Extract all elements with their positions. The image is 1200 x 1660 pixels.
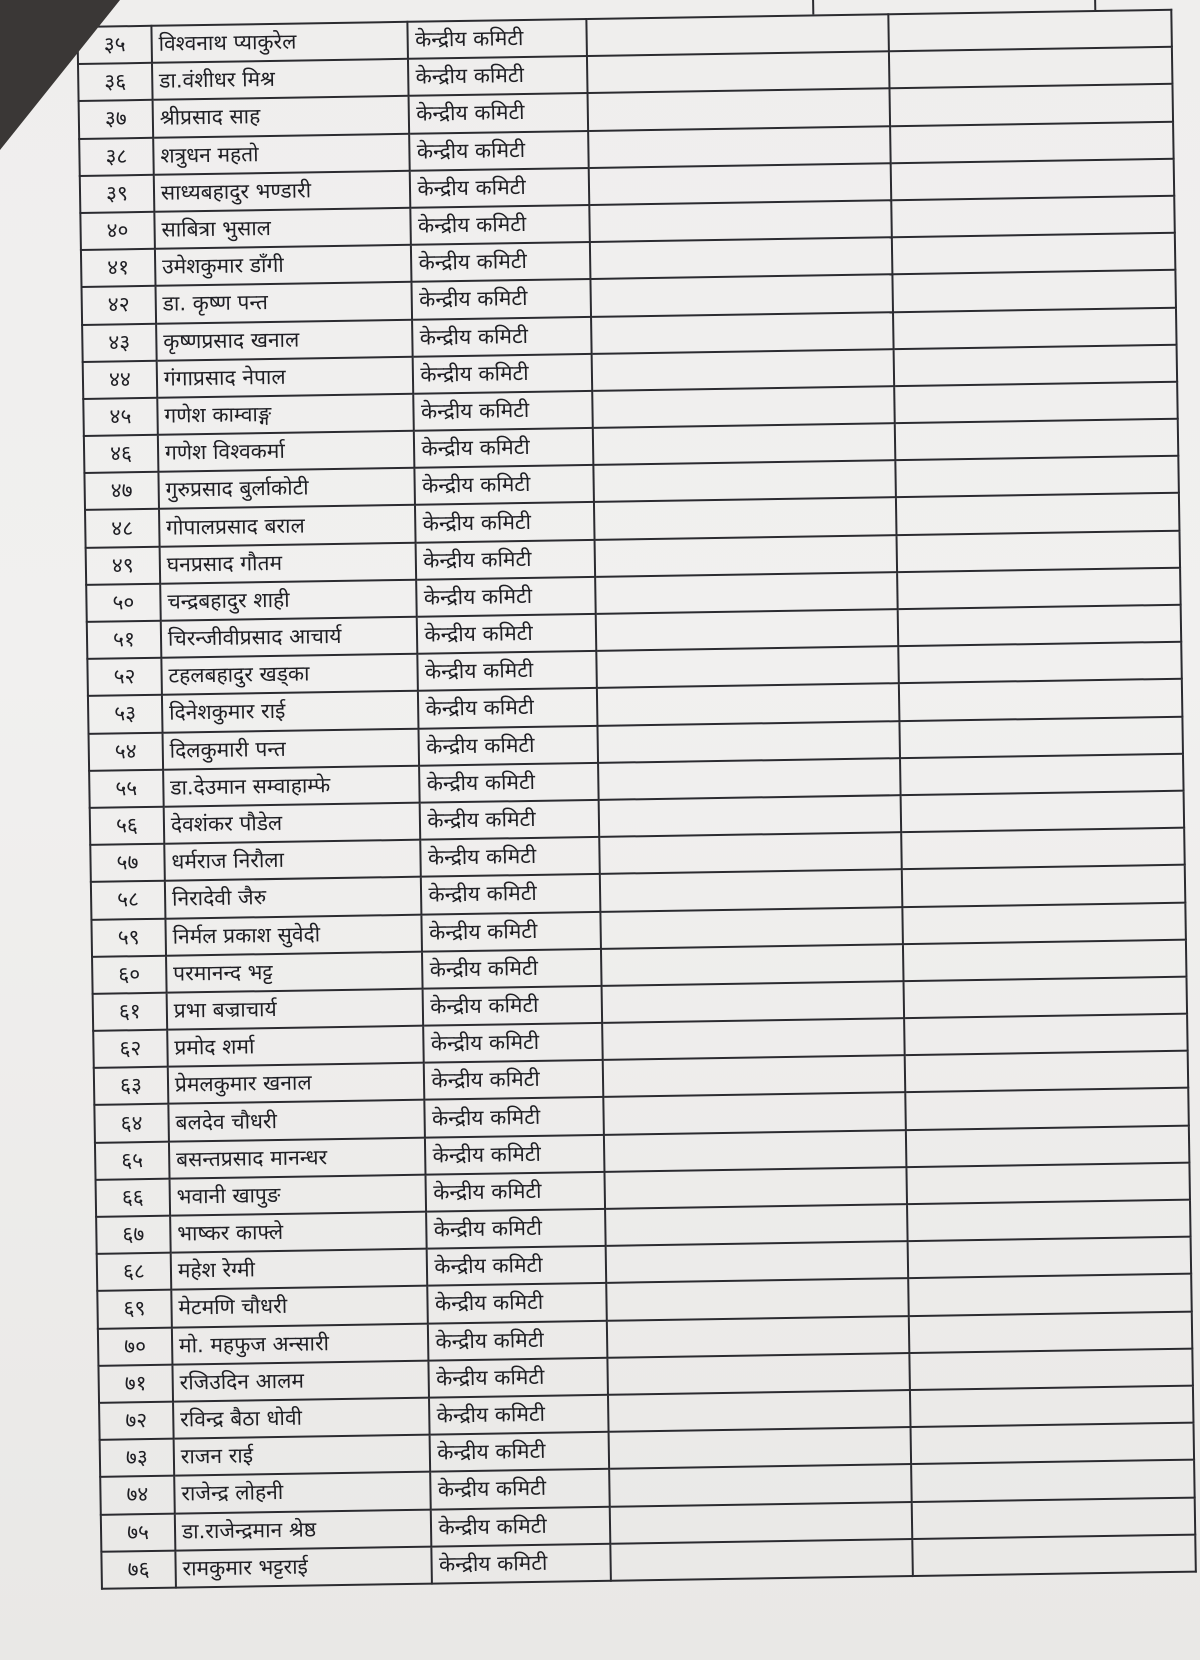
member-name-cell: दिनेशकुमार राई — [162, 691, 419, 732]
member-name-cell: साध्यबहादुर भण्डारी — [154, 171, 411, 212]
blank-cell — [902, 902, 1186, 944]
blank-cell — [606, 1278, 908, 1320]
member-name-cell: टहलबहादुर खड्का — [161, 654, 418, 695]
blank-cell — [609, 1427, 911, 1469]
blank-cell — [602, 1018, 904, 1060]
position-cell: केन्द्रीय कमिटी — [427, 1209, 606, 1249]
position-cell: केन्द्रीय कमिटी — [415, 465, 594, 505]
position-cell: केन्द्रीय कमिटी — [429, 1395, 608, 1435]
serial-number-cell: ४५ — [83, 398, 157, 436]
blank-cell — [587, 51, 889, 93]
position-cell: केन्द्रीय कमिटी — [414, 391, 593, 431]
serial-number-cell: ६१ — [93, 993, 167, 1031]
position-cell: केन्द्रीय कमिटी — [420, 763, 599, 803]
blank-cell — [591, 312, 893, 354]
member-name-cell: रामकुमार भट्टराई — [175, 1546, 432, 1587]
serial-number-cell: ७६ — [101, 1550, 175, 1588]
position-cell: केन्द्रीय कमिटी — [418, 651, 597, 691]
position-cell: केन्द्रीय कमिटी — [418, 688, 597, 728]
position-cell: केन्द्रीय कमिटी — [424, 1023, 603, 1063]
serial-number-cell: ५३ — [88, 695, 162, 733]
serial-number-cell: ६४ — [94, 1104, 168, 1142]
blank-cell — [603, 1093, 905, 1135]
member-name-cell: विश्वनाथ प्याकुरेल — [151, 22, 408, 63]
position-cell: केन्द्रीय कमिटी — [419, 725, 598, 765]
blank-cell — [908, 1274, 1192, 1316]
member-name-cell: घनप्रसाद गौतम — [159, 542, 416, 583]
blank-cell — [609, 1464, 911, 1506]
serial-number-cell: ६२ — [93, 1030, 167, 1068]
member-name-cell: मेटमणि चौधरी — [171, 1286, 428, 1327]
blank-cell — [598, 758, 900, 800]
position-cell: केन्द्रीय कमिटी — [421, 837, 600, 877]
serial-number-cell: ४९ — [86, 546, 160, 584]
member-name-cell: भाष्कर काफ्ले — [170, 1212, 427, 1253]
member-name-cell: बलदेव चौधरी — [168, 1100, 425, 1141]
blank-cell — [897, 568, 1181, 610]
blank-cell — [610, 1539, 912, 1581]
serial-number-cell: ४० — [80, 212, 154, 250]
position-cell: केन्द्रीय कमिटी — [429, 1358, 608, 1398]
position-cell: केन्द्रीय कमिटी — [408, 56, 587, 96]
blank-cell — [897, 605, 1181, 647]
position-cell: केन्द्रीय कमिटी — [417, 577, 596, 617]
member-name-cell: गंगाप्रसाद नेपाल — [157, 356, 414, 397]
member-table-body — [77, 10, 1195, 1589]
position-cell: केन्द्रीय कमिटी — [430, 1432, 609, 1472]
blank-cell — [592, 386, 894, 428]
blank-cell — [601, 944, 903, 986]
blank-cell — [593, 423, 895, 465]
serial-number-cell: ३७ — [79, 100, 153, 138]
blank-cell — [593, 460, 895, 502]
blank-cell — [904, 1051, 1188, 1093]
position-cell: केन्द्रीय कमिटी — [411, 242, 590, 282]
serial-number-cell: ४२ — [82, 286, 156, 324]
serial-number-cell: ६९ — [97, 1290, 171, 1328]
serial-number-cell: ५७ — [90, 844, 164, 882]
position-cell: केन्द्रीय कमिटी — [431, 1506, 610, 1546]
blank-cell — [894, 419, 1178, 461]
serial-number-cell: ६५ — [95, 1141, 169, 1179]
blank-cell — [888, 10, 1172, 52]
position-cell: केन्द्रीय कमिटी — [432, 1543, 611, 1583]
member-name-cell: प्रमोद शर्मा — [167, 1026, 424, 1067]
position-cell: केन्द्रीय कमिटी — [426, 1172, 605, 1212]
member-name-cell: डा.वंशीधर मिश्र — [152, 59, 409, 100]
serial-number-cell: ६८ — [97, 1253, 171, 1291]
member-name-cell: प्रभा बज्राचार्य — [166, 989, 423, 1030]
position-cell: केन्द्रीय कमिटी — [422, 911, 601, 951]
member-name-cell: रजिउदिन आलम — [172, 1360, 429, 1401]
blank-cell — [906, 1125, 1190, 1167]
serial-number-cell: ३५ — [77, 26, 151, 64]
position-cell: केन्द्रीय कमिटी — [416, 540, 595, 580]
blank-cell — [588, 89, 890, 131]
position-cell: केन्द्रीय कमिटी — [413, 316, 592, 356]
member-name-cell: गणेश काम्वाङ्ग — [157, 394, 414, 435]
position-cell: केन्द्रीय कमिटी — [411, 205, 590, 245]
serial-number-cell: ३९ — [80, 175, 154, 213]
blank-cell — [610, 1502, 912, 1544]
position-cell: केन्द्रीय कमिटी — [423, 986, 602, 1026]
blank-cell — [912, 1534, 1196, 1576]
blank-cell — [895, 456, 1179, 498]
blank-cell — [894, 382, 1178, 424]
member-name-cell: निर्मल प्रकाश सुवेदी — [165, 914, 422, 955]
serial-number-cell: ६० — [92, 955, 166, 993]
blank-cell — [903, 939, 1187, 981]
serial-number-cell: ६६ — [96, 1178, 170, 1216]
blank-cell — [603, 1055, 905, 1097]
blank-cell — [589, 163, 891, 205]
blank-cell — [608, 1390, 910, 1432]
position-cell: केन्द्रीय कमिटी — [425, 1134, 604, 1174]
position-cell: केन्द्रीय कमिटी — [428, 1283, 607, 1323]
member-name-cell: शत्रुधन महतो — [153, 133, 410, 174]
serial-number-cell: ४८ — [85, 509, 159, 547]
position-cell: केन्द्रीय कमिटी — [414, 428, 593, 468]
blank-cell — [891, 196, 1175, 238]
serial-number-cell: ७१ — [98, 1364, 172, 1402]
blank-cell — [896, 493, 1180, 535]
position-cell: केन्द्रीय कमिटी — [409, 93, 588, 133]
blank-cell — [896, 530, 1180, 572]
blank-cell — [592, 349, 894, 391]
blank-cell — [597, 721, 899, 763]
member-name-cell: गोपालप्रसाद बराल — [159, 505, 416, 546]
member-name-cell: कृष्णप्रसाद खनाल — [156, 319, 413, 360]
blank-cell — [890, 159, 1174, 201]
blank-cell — [606, 1241, 908, 1283]
member-name-cell: मो. महफुज अन्सारी — [172, 1323, 429, 1364]
position-cell: केन्द्रीय कमिटी — [424, 1060, 603, 1100]
member-name-cell: धर्मराज निरौला — [164, 840, 421, 881]
blank-cell — [907, 1200, 1191, 1242]
position-cell: केन्द्रीय कमिटी — [422, 949, 601, 989]
blank-cell — [890, 121, 1174, 163]
position-cell: केन्द्रीय कमिटी — [431, 1469, 610, 1509]
member-name-cell: देवशंकर पौडेल — [164, 803, 421, 844]
member-name-cell: गुरुप्रसाद बुर्लाकोटी — [158, 468, 415, 509]
member-table — [76, 9, 1196, 1590]
serial-number-cell: ५१ — [87, 621, 161, 659]
blank-cell — [597, 684, 899, 726]
serial-number-cell: ५० — [86, 584, 160, 622]
blank-cell — [892, 233, 1176, 275]
serial-number-cell: ४१ — [81, 249, 155, 287]
member-name-cell: साबित्रा भुसाल — [154, 208, 411, 249]
serial-number-cell: ५९ — [91, 918, 165, 956]
blank-cell — [590, 275, 892, 317]
serial-number-cell: ५२ — [87, 658, 161, 696]
serial-number-cell: ४३ — [82, 323, 156, 361]
member-name-cell: गणेश विश्वकर्मा — [158, 431, 415, 472]
blank-cell — [599, 832, 901, 874]
serial-number-cell: ७४ — [100, 1476, 174, 1514]
position-cell: केन्द्रीय कमिटी — [410, 168, 589, 208]
blank-cell — [911, 1460, 1195, 1502]
blank-cell — [604, 1167, 906, 1209]
blank-cell — [909, 1311, 1193, 1353]
blank-cell — [589, 200, 891, 242]
serial-number-cell: ७५ — [101, 1513, 175, 1551]
blank-cell — [899, 679, 1183, 721]
position-cell: केन्द्रीय कमिटी — [417, 614, 596, 654]
blank-cell — [596, 646, 898, 688]
member-name-cell: चिरन्जीवीप्रसाद आचार्य — [161, 617, 418, 658]
serial-number-cell: ५४ — [89, 732, 163, 770]
serial-number-cell: ७० — [98, 1327, 172, 1365]
member-name-cell: डा.राजेन्द्रमान श्रेष्ठ — [175, 1509, 432, 1550]
blank-cell — [900, 791, 1184, 833]
member-name-cell: महेश रेग्मी — [171, 1249, 428, 1290]
position-cell: केन्द्रीय कमिटी — [420, 800, 599, 840]
serial-number-cell: ६३ — [94, 1067, 168, 1105]
position-cell: केन्द्रीय कमिटी — [427, 1246, 606, 1286]
member-name-cell: बसन्तप्रसाद मानन्धर — [169, 1137, 426, 1178]
member-name-cell: डा.देउमान सम्वाहाम्फे — [163, 765, 420, 806]
member-name-cell: चन्द्रबहादुर शाही — [160, 580, 417, 621]
blank-cell — [602, 981, 904, 1023]
position-cell: केन्द्रीय कमिटी — [421, 874, 600, 914]
serial-number-cell: ४७ — [84, 472, 158, 510]
blank-cell — [594, 498, 896, 540]
position-cell: केन्द्रीय कमिटी — [415, 502, 594, 542]
blank-cell — [588, 126, 890, 168]
blank-cell — [600, 869, 902, 911]
blank-cell — [599, 795, 901, 837]
position-cell: केन्द्रीय कमिटी — [428, 1320, 607, 1360]
blank-cell — [892, 270, 1176, 312]
member-name-cell: प्रेमलकुमार खनाल — [168, 1063, 425, 1104]
member-name-cell: डा. कृष्ण पन्त — [155, 282, 412, 323]
member-name-cell: राजेन्द्र लोहनी — [174, 1472, 431, 1513]
serial-number-cell: ५६ — [90, 807, 164, 845]
member-name-cell: दिलकुमारी पन्त — [162, 728, 419, 769]
blank-cell — [893, 307, 1177, 349]
position-cell: केन्द्रीय कमिटी — [412, 279, 591, 319]
blank-cell — [911, 1497, 1195, 1539]
blank-cell — [901, 828, 1185, 870]
blank-cell — [607, 1316, 909, 1358]
position-cell: केन्द्रीय कमिटी — [413, 354, 592, 394]
blank-cell — [590, 237, 892, 279]
blank-cell — [596, 609, 898, 651]
blank-cell — [910, 1423, 1194, 1465]
serial-number-cell: ७२ — [99, 1402, 173, 1440]
member-name-cell: भवानी खापुङ — [169, 1174, 426, 1215]
member-name-cell: रविन्द्र बैठा धोवी — [173, 1398, 430, 1439]
blank-cell — [595, 572, 897, 614]
blank-cell — [899, 716, 1183, 758]
serial-number-cell: ५८ — [91, 881, 165, 919]
blank-cell — [893, 344, 1177, 386]
blank-cell — [900, 753, 1184, 795]
serial-number-cell: ४६ — [84, 435, 158, 473]
blank-cell — [898, 642, 1182, 684]
position-cell: केन्द्रीय कमिटी — [425, 1097, 604, 1137]
blank-cell — [604, 1130, 906, 1172]
position-cell: केन्द्रीय कमिटी — [408, 19, 587, 59]
blank-cell — [889, 84, 1173, 126]
member-name-cell: परमानन्द भट्ट — [166, 951, 423, 992]
member-name-cell: निरादेवी जैरु — [165, 877, 422, 918]
member-name-cell: श्रीप्रसाद साह — [152, 96, 409, 137]
blank-cell — [901, 865, 1185, 907]
blank-cell — [605, 1204, 907, 1246]
serial-number-cell: ३८ — [79, 137, 153, 175]
blank-cell — [903, 977, 1187, 1019]
serial-number-cell: ६७ — [96, 1216, 170, 1254]
blank-cell — [905, 1088, 1189, 1130]
blank-cell — [595, 535, 897, 577]
blank-cell — [909, 1348, 1193, 1390]
blank-cell — [607, 1353, 909, 1395]
serial-number-cell: ४४ — [83, 360, 157, 398]
blank-cell — [906, 1162, 1190, 1204]
blank-cell — [889, 47, 1173, 89]
position-cell: केन्द्रीय कमिटी — [410, 131, 589, 171]
member-name-cell: राजन राई — [174, 1435, 431, 1476]
blank-cell — [907, 1237, 1191, 1279]
blank-cell — [910, 1386, 1194, 1428]
blank-cell — [586, 14, 888, 56]
document-page — [76, 0, 1196, 1582]
blank-cell — [904, 1014, 1188, 1056]
serial-number-cell: ३६ — [78, 63, 152, 101]
blank-cell — [600, 907, 902, 949]
member-name-cell: उमेशकुमार डाँगी — [155, 245, 412, 286]
serial-number-cell: ७३ — [100, 1439, 174, 1477]
corner-shadow — [0, 0, 120, 150]
serial-number-cell: ५५ — [89, 769, 163, 807]
